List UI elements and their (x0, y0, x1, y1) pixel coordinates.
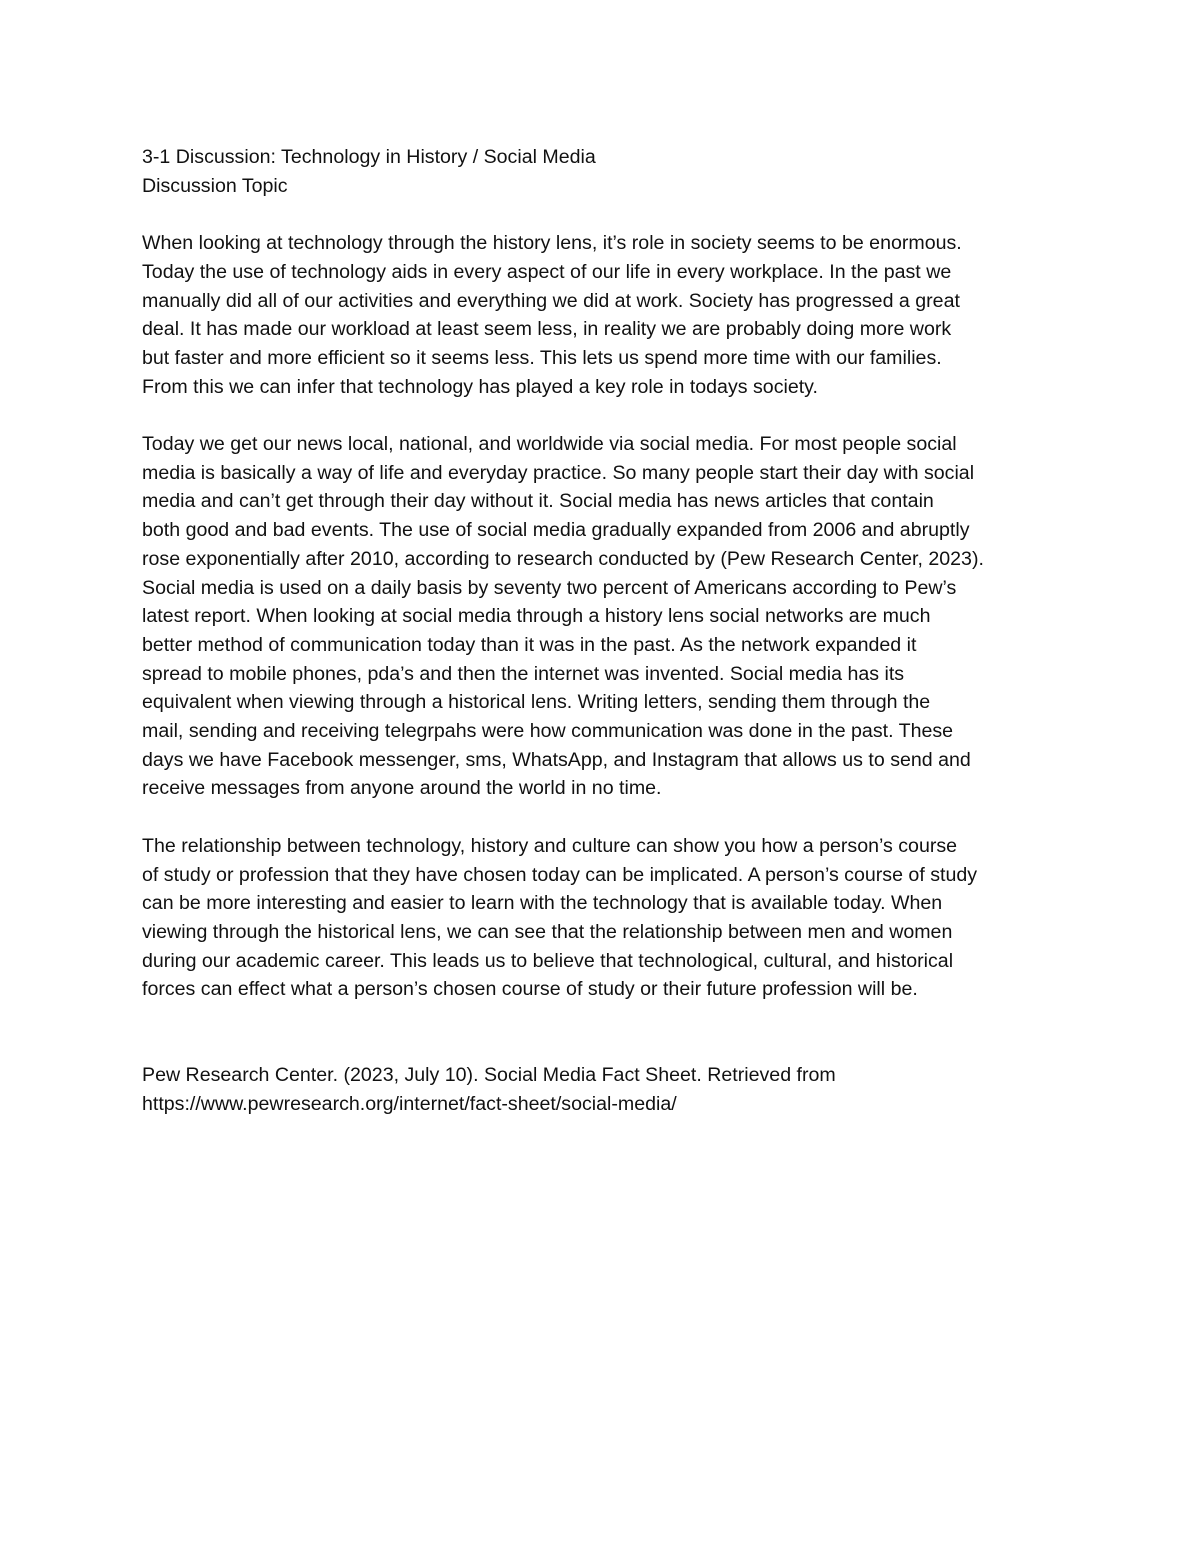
text-line: days we have Facebook messenger, sms, WhatsApp, and Instagram that allows us to send and (142, 748, 971, 771)
text-line: receive messages from anyone around the world in no time. (142, 777, 662, 800)
reference-citation: Pew Research Center. (2023, July 10). Social Media Fact Sheet. Retrieved from (142, 1064, 836, 1087)
text-line: but faster and more efficient so it seems less. This lets us spend more time with our families. (142, 346, 942, 369)
paragraph-technology-history (142, 229, 1072, 401)
text-line: manually did all of our activities and everything we did at work. Society has progressed a great (142, 289, 960, 312)
reference-entry (142, 1061, 1072, 1118)
text-line: When looking at technology through the history lens, it’s role in society seems to be enormous. (142, 232, 962, 255)
text-line: during our academic career. This leads us to believe that technological, cultural, and historical (142, 949, 954, 972)
document-title: 3-1 Discussion: Technology in History / Social Media (142, 146, 596, 168)
text-line: media is basically a way of life and everyday practice. So many people start their day with social (142, 461, 975, 484)
paragraph-spacer (142, 803, 1072, 832)
text-line: both good and bad events. The use of social media gradually expanded from 2006 and abruptly (142, 519, 970, 542)
text-line: mail, sending and receiving telegrpahs were how communication was done in the past. These (142, 720, 954, 743)
text-line: The relationship between technology, history and culture can show you how a person’s course (142, 834, 958, 857)
paragraph-culture (142, 832, 1072, 1004)
text-line: of study or profession that they have chosen today can be implicated. A person’s course of study (142, 863, 978, 886)
document-body (142, 143, 1072, 1119)
text-line: Today the use of technology aids in every aspect of our life in every workplace. In the past we (142, 260, 952, 283)
text-line: equivalent when viewing through a historical lens. Writing letters, sending them through the (142, 691, 931, 714)
text-line: better method of communication today than it was in the past. As the network expanded it (142, 633, 917, 656)
text-line: forces can effect what a person’s chosen course of study or their future profession will be. (142, 978, 918, 1001)
text-line: Today we get our news local, national, and worldwide via social media. For most people social (142, 433, 957, 455)
text-line: rose exponentially after 2010, according to research conducted by (Pew Research Center, 2023). (142, 547, 984, 570)
document-subtitle: Discussion Topic (142, 174, 288, 197)
text-line: From this we can infer that technology has played a key role in todays society. (142, 375, 818, 398)
paragraph-spacer (142, 200, 1072, 229)
text-line: Social media is used on a daily basis by seventy two percent of Americans according to Pew’s (142, 576, 957, 599)
paragraph-spacer (142, 1004, 1072, 1061)
text-line: media and can’t get through their day without it. Social media has news articles that contain (142, 490, 934, 513)
text-line: can be more interesting and easier to learn with the technology that is available today. When (142, 892, 943, 915)
paragraph-spacer (142, 401, 1072, 430)
paragraph-social-media (142, 430, 1072, 803)
text-line: viewing through the historical lens, we can see that the relationship between men and women (142, 920, 953, 943)
reference-url: https://www.pewresearch.org/internet/fact-sheet/social-media/ (142, 1093, 677, 1116)
text-line: deal. It has made our workload at least seem less, in reality we are probably doing more work (142, 318, 952, 341)
text-line: spread to mobile phones, pda’s and then the internet was invented. Social media has its (142, 662, 905, 685)
text-line: latest report. When looking at social media through a history lens social networks are much (142, 605, 931, 628)
